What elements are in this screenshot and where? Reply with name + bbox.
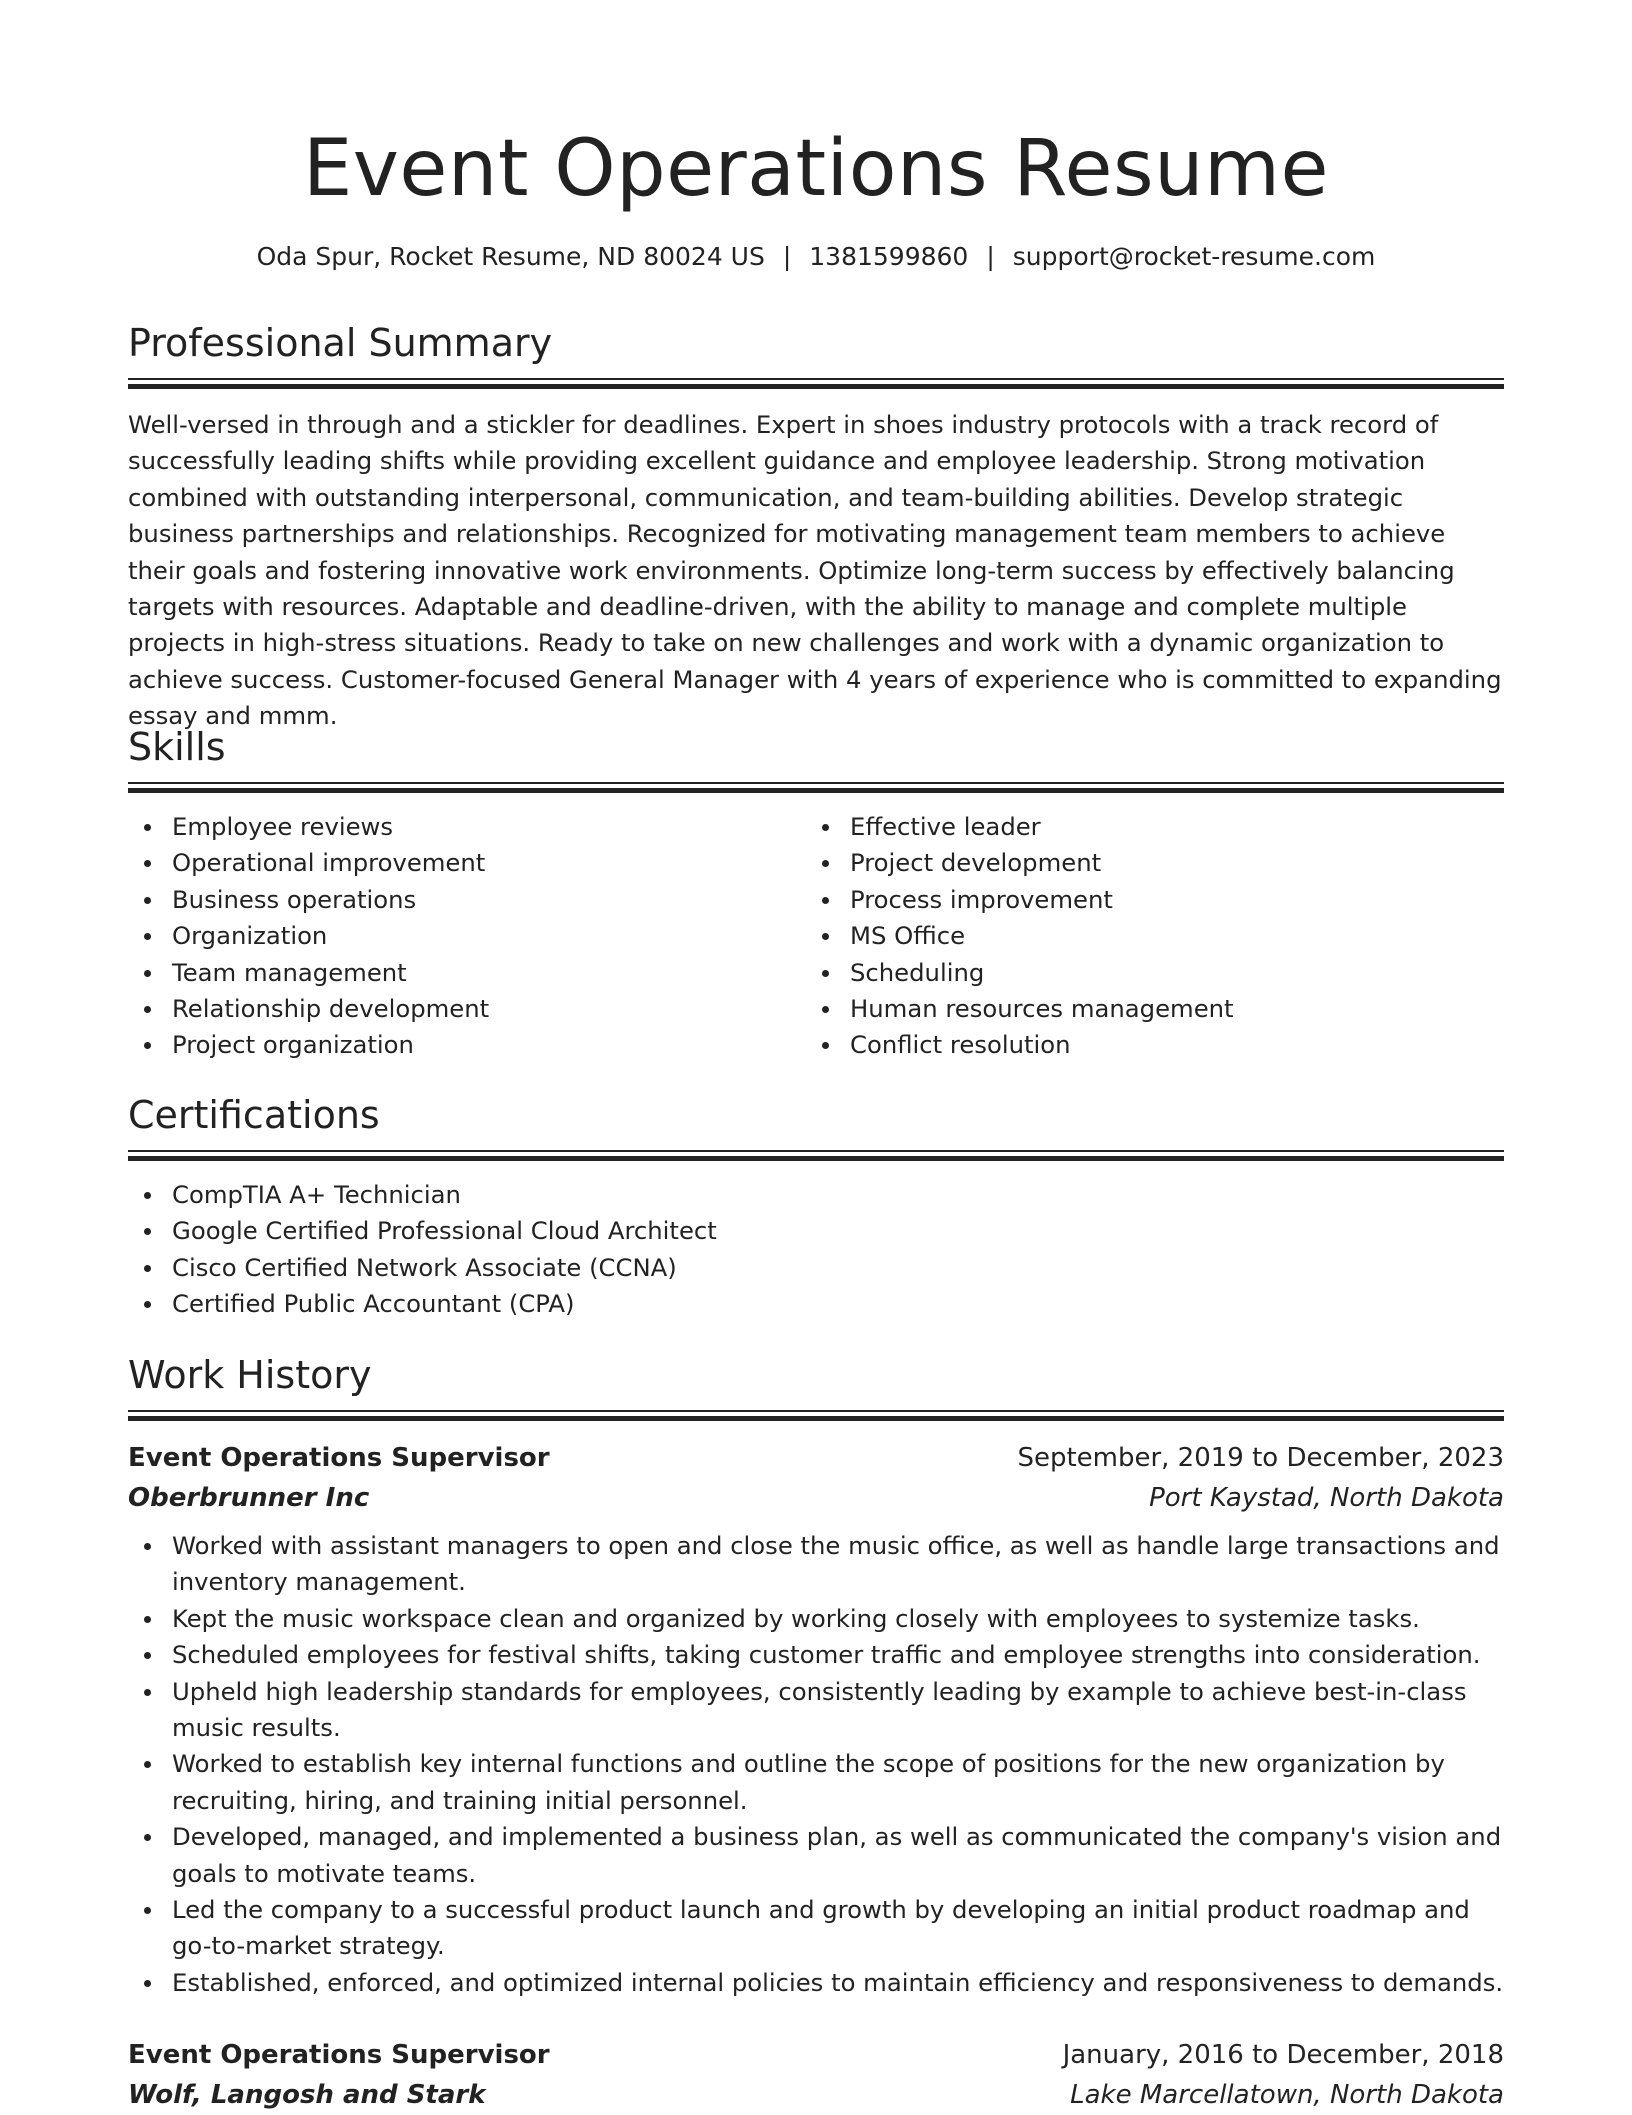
job-company: Wolf, Langosh and Stark (128, 2080, 486, 2110)
certification-item: Certified Public Accountant (CPA) (128, 1286, 1504, 1322)
job-entry (128, 2035, 1504, 2115)
skill-item: Process improvement (806, 882, 1484, 918)
work-history-section (128, 1350, 1504, 1421)
skills-grid (128, 809, 1504, 1064)
contact-phone: 1381599860 (809, 242, 969, 271)
job-dates: September, 2019 to December, 2023 (1017, 1443, 1504, 1473)
certification-item: Cisco Certified Network Associate (CCNA) (128, 1250, 1504, 1286)
job-company: Oberbrunner Inc (128, 1483, 370, 1513)
job-header-row (128, 1438, 1504, 1478)
job-bullet: Worked with assistant managers to open and close the music office, as well as handle large transactions and inventory management. (128, 1528, 1504, 1601)
skill-item: Operational improvement (128, 845, 806, 881)
section-heading: Professional Summary (128, 321, 553, 365)
skill-item: Team management (128, 955, 806, 991)
summary-text: Well-versed in through and a stickler for deadlines. Expert in shoes industry protocols with a track record of successfully leading shifts while providing excellent guidance and employee leadership. Strong motivation combined with outstanding interpersonal, communication, and team-building abilities. Develop strategic business partnerships and relationships. Recognized for motivating management team members to achieve their goals and fostering innovative work environments. Optimize long-term success by effectively balancing targets with resources. Adaptable and deadline-driven, with the ability to manage and complete multiple projects in high-stress situations. Ready to take on new challenges and work with a dynamic organization to achieve success. Customer-focused General Manager with 4 years of experience who is committed to expanding essay and mmm. (128, 410, 1502, 731)
section-heading: Work History (128, 1353, 372, 1397)
skill-item: Human resources management (806, 991, 1484, 1027)
certification-item: CompTIA A+ Technician (128, 1177, 1504, 1213)
skill-item: Project organization (128, 1027, 806, 1063)
job-company-row (128, 1478, 1504, 1518)
skills-section (128, 722, 1504, 1064)
certification-item: Google Certified Professional Cloud Architect (128, 1213, 1504, 1249)
job-title: Event Operations Supervisor (128, 1443, 550, 1473)
job-bullet-list (128, 1528, 1504, 2001)
certifications-section (128, 1090, 1504, 1323)
job-dates: January, 2016 to December, 2018 (1062, 2040, 1504, 2070)
skill-item: Organization (128, 918, 806, 954)
skill-item: Business operations (128, 882, 806, 918)
section-divider (128, 782, 1504, 793)
skills-column-right (806, 809, 1484, 1064)
job-bullet: Kept the music workspace clean and organized by working closely with employees to systemize tasks. (128, 1601, 1504, 1637)
skill-item: Employee reviews (128, 809, 806, 845)
section-divider (128, 378, 1504, 389)
job-bullet: Led the company to a successful product launch and growth by developing an initial product roadmap and go-to-market strategy. (128, 1892, 1504, 1965)
job-bullet: Worked to establish key internal functions and outline the scope of positions for the new organization by recruiting, hiring, and training initial personnel. (128, 1746, 1504, 1819)
job-bullet: Developed, managed, and implemented a business plan, as well as communicated the company's vision and goals to motivate teams. (128, 1819, 1504, 1892)
skill-item: Project development (806, 845, 1484, 881)
skill-item: Scheduling (806, 955, 1484, 991)
skills-column-left (128, 809, 806, 1064)
contact-address: Oda Spur, Rocket Resume, ND 80024 US (256, 242, 765, 271)
resume-page (128, 0, 1504, 2110)
job-location: Lake Marcellatown, North Dakota (1070, 2080, 1504, 2110)
job-location: Port Kaystad, North Dakota (1149, 1483, 1504, 1513)
skill-item: Conflict resolution (806, 1027, 1484, 1063)
job-entry (128, 1438, 1504, 2001)
skill-item: Relationship development (128, 991, 806, 1027)
section-heading: Certifications (128, 1093, 380, 1137)
job-bullet: Scheduled employees for festival shifts, taking customer traffic and employee strengths into consideration. (128, 1637, 1504, 1673)
skill-item: MS Office (806, 918, 1484, 954)
skill-item: Effective leader (806, 809, 1484, 845)
job-bullet: Established, enforced, and optimized internal policies to maintain efficiency and responsiveness to demands. (128, 1965, 1504, 2001)
resume-title: Event Operations Resume (302, 124, 1330, 214)
section-heading: Skills (128, 725, 226, 769)
section-divider (128, 1410, 1504, 1421)
contact-separator: | (782, 242, 792, 271)
job-header-row (128, 2035, 1504, 2075)
contact-line (128, 240, 1504, 274)
job-title: Event Operations Supervisor (128, 2040, 550, 2070)
certifications-list (128, 1177, 1504, 1323)
job-bullet: Upheld high leadership standards for employees, consistently leading by example to achieve best-in-class music results. (128, 1674, 1504, 1747)
professional-summary-section (128, 318, 1504, 735)
contact-separator: | (986, 242, 995, 271)
section-divider (128, 1150, 1504, 1161)
contact-email[interactable]: support@rocket-resume.com (1012, 242, 1376, 271)
job-company-row (128, 2075, 1504, 2115)
